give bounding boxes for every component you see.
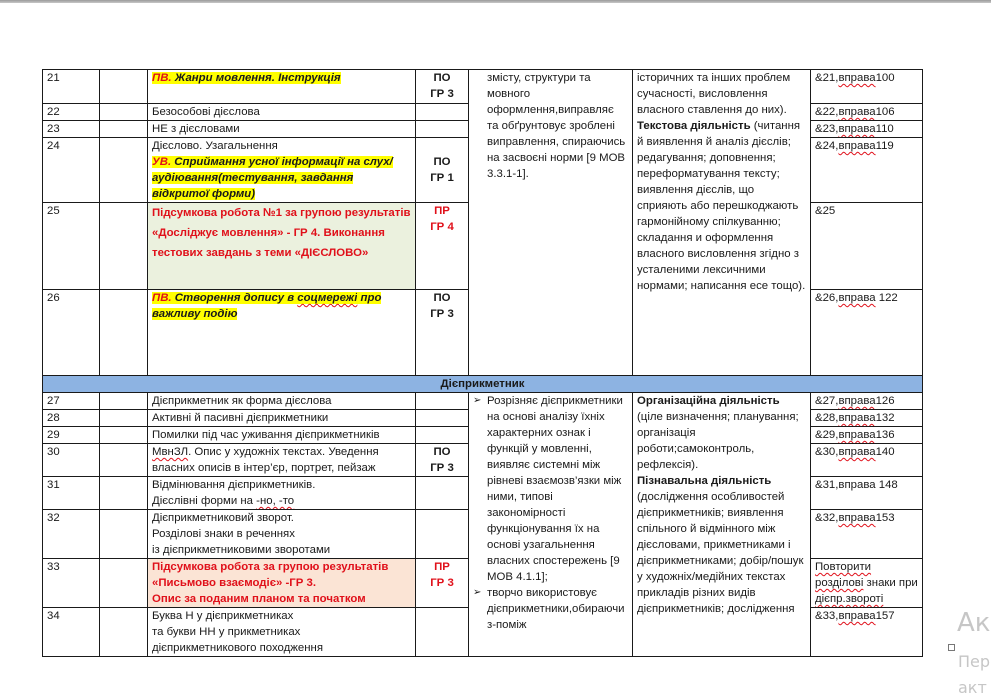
topic-text: Підсумкова робота №1 за групою результатів «Досліджує мовлення» - ГР 4. Виконання тестових завдань з теми «ДІЄСЛОВО» [152,207,411,259]
hw-num: 110 [875,123,894,135]
hw-note: розділові [815,577,864,589]
lesson-number: 26 [43,290,100,376]
type-code: ПО [433,446,451,458]
hw-num: 140 [875,446,895,458]
assessment-type [416,427,469,444]
lesson-tag: ПВ. [152,72,172,84]
topic-text: Дієприкметниковий зворот. [152,512,294,524]
date-cell [100,427,148,444]
assessment-type [416,510,469,559]
date-cell [100,393,148,410]
homework [811,444,923,477]
hw-word: вправа [838,140,876,152]
type-group: ГР 3 [430,577,454,589]
activity-text: (ціле визначення; планування; організація роботи;самоконтроль, рефлексія). [637,411,799,471]
lesson-topic [148,138,416,203]
hw-num: 122 [875,292,898,304]
hw-note: Повторити [815,561,872,573]
assessment-type [416,444,469,477]
date-cell [100,510,148,559]
topic-text: Розділові знаки в реченнях [152,528,295,540]
assessment-type [416,138,469,203]
type-code: ПО [433,292,451,304]
hw-num: 153 [875,512,895,524]
homework [811,290,923,376]
lesson-topic [148,510,416,559]
assessment-type [416,410,469,427]
expected-results [469,393,633,657]
hw-word: вправа [838,395,876,407]
type-group: ГР 3 [430,308,454,320]
activity-types [633,70,811,376]
hw-num: 119 [875,140,894,152]
topic-text: дієприкметникового походження [152,642,323,654]
date-cell [100,290,148,376]
topic-text: Підсумкова робота за групою результатів [152,561,389,573]
hw-note: знаки при [863,577,918,589]
type-code: ПР [434,205,450,217]
table-resize-handle[interactable] [948,644,955,651]
table-row [43,70,923,104]
date-cell [100,121,148,138]
homework [811,104,923,121]
lesson-topic [148,203,416,290]
activity-text: (дослідження особливостей дієприкметників; виявлення спільного й відмінного між дієсловами, прикметниками і дієприкметниками; добір/пошук у художніх/медійних текстах прикладів різних видів дієприкметників; дослідження [637,491,804,615]
topic-text: Створення допису в [174,292,298,304]
lesson-number: 24 [43,138,100,203]
lesson-number: 25 [43,203,100,290]
activation-watermark-line3: акт [958,678,987,697]
type-code: ПО [433,156,451,168]
lesson-number: 22 [43,104,100,121]
lesson-number: 31 [43,477,100,510]
assessment-type [416,104,469,121]
date-cell [100,559,148,608]
activation-watermark-line1: Ак [957,608,991,638]
activity-heading: Пізнавальна діяльність [637,475,772,487]
homework [811,427,923,444]
homework [811,510,923,559]
section-header-row [43,376,923,393]
table-row [43,393,923,410]
hw-word: вправа [838,446,876,458]
hw-ref: &21, [815,72,839,84]
topic-text: Дієслово. Узагальнення [152,140,278,152]
hw-num: 100 [875,72,895,84]
topic-text: Дієслівні форми на [152,495,257,507]
homework [811,393,923,410]
lesson-number: 33 [43,559,100,608]
hw-word: вправа [838,123,876,135]
topic-text: Сприймання усної інформації на слух/аудіювання(тестування, завдання відкритої форми) [152,156,393,200]
result-text: змісту, структури та мовного оформлення,виправляє та обґрунтовує зроблені виправлення, спираючись на засвоєні норми [9 МОВ 3.3.1-1]. [487,72,626,180]
homework [811,608,923,657]
lesson-topic [148,444,416,477]
hw-ref: &22, [815,106,839,118]
lesson-topic [148,608,416,657]
topic-text: Буква Н у дієприкметниках [152,610,294,622]
topic-text: Опис за поданим планом та початком [152,593,366,605]
date-cell [100,203,148,290]
lesson-topic [148,70,416,104]
topic-text: та букви НН у прикметниках [152,626,301,638]
lesson-plan-table [42,69,923,657]
activation-watermark-line2: Пер [958,652,991,671]
topic-text: «Письмово взаємодіє» -ГР 3. [152,577,316,589]
assessment-type [416,608,469,657]
lesson-topic [148,477,416,510]
assessment-type [416,70,469,104]
date-cell [100,104,148,121]
date-cell [100,138,148,203]
lesson-topic: Активні й пасивні дієприкметники [148,410,416,427]
date-cell [100,477,148,510]
hw-ref: &26, [815,292,839,304]
hw-word: вправа [838,292,876,304]
hw-word: вправа [838,72,876,84]
topic-text: -но, -то [256,495,295,507]
topic-text: Відмінювання дієприкметників. [152,479,316,491]
topic-text: із дієприкметниковими зворотами [152,544,331,556]
assessment-type [416,121,469,138]
lesson-number: 32 [43,510,100,559]
result-bullet: ➢ Розрізняє дієприкметники на основі аналізу їхніх характерних ознак і функцій у мовленні, виявляє системні між рівневі взаємозв’язки між ними, типові закономірності функціонування їх на основі узагальнення власних спостережень [9 МОВ 4.1.1]; [487,393,628,585]
hw-word: вправа [838,106,876,118]
assessment-type [416,559,469,608]
topic-text: соцмережі [297,292,358,304]
hw-num: 157 [875,610,895,622]
topic-text: про важливу подію [152,292,382,320]
lesson-number: 21 [43,70,100,104]
date-cell [100,410,148,427]
lesson-number: 29 [43,427,100,444]
hw-num: 106 [875,106,895,118]
lesson-number: 23 [43,121,100,138]
type-group: ГР 1 [430,172,454,184]
lesson-number: 30 [43,444,100,477]
topic-text: Жанри мовлення. Інструкція [174,72,341,84]
lesson-number: 34 [43,608,100,657]
lesson-tag: ПВ. [152,292,172,304]
hw-word: вправа [838,412,876,424]
hw-ref: &32, [815,512,839,524]
hw-num: 136 [875,429,895,441]
assessment-type [416,393,469,410]
homework [811,559,923,608]
type-group: ГР 3 [430,462,454,474]
date-cell [100,70,148,104]
activity-heading: Текстова діяльність [637,120,751,132]
topic-text: . Опис у художніх текстах. Уведення власних описів в інтер’єр, портрет, пейзаж [152,446,379,474]
expected-results [469,70,633,376]
lesson-topic: НЕ з дієсловами [148,121,416,138]
lesson-tag: УВ. [152,156,172,168]
homework: &31,вправа 148 [811,477,923,510]
type-group: ГР 4 [430,221,454,233]
homework [811,121,923,138]
lesson-topic: Помилки під час уживання дієприкметників [148,427,416,444]
homework: &25 [811,203,923,290]
type-code: ПО [433,72,451,84]
hw-ref: &23, [815,123,839,135]
homework [811,138,923,203]
activity-types [633,393,811,657]
section-title: Дієприкметник [43,376,923,393]
lesson-topic: Дієприкметник як форма дієслова [148,393,416,410]
hw-note: дієпр.звороті [815,593,884,605]
assessment-type [416,290,469,376]
hw-ref: &30, [815,446,839,458]
hw-ref: &28, [815,412,839,424]
date-cell [100,444,148,477]
hw-word: вправа [838,512,876,524]
date-cell [100,608,148,657]
lesson-topic: Безособові дієслова [148,104,416,121]
topic-text: МвнЗЛ [152,446,189,458]
lesson-topic [148,290,416,376]
lesson-number: 27 [43,393,100,410]
lesson-number: 28 [43,410,100,427]
homework [811,410,923,427]
homework [811,70,923,104]
window-top-edge [0,0,991,3]
hw-ref: &24, [815,140,839,152]
assessment-type [416,203,469,290]
activity-text: історичних та інших проблем сучасності, висловлення власного ставлення до них). [637,72,791,116]
assessment-type [416,477,469,510]
hw-ref: &29, [815,429,839,441]
hw-ref: &27, [815,395,839,407]
hw-ref: &33, [815,610,839,622]
hw-num: 132 [875,412,895,424]
activity-text: (читання й виявлення й аналіз дієслів; редагування; доповнення; переформатування тексту; виявлення дієслів, що сприяють або перешкоджають гармонійному спілкуванню; складання и оформлення власного висловлення згідно з усталеними лексичними нормами; написання есе тощо). [637,120,806,292]
activity-heading: Організаційна діяльність [637,395,780,407]
hw-num: 126 [875,395,895,407]
type-group: ГР 3 [430,88,454,100]
hw-word: вправа [838,429,876,441]
hw-word: вправа [838,610,876,622]
type-code: ПР [434,561,450,573]
lesson-topic [148,559,416,608]
result-bullet: ➢ творчо використовує дієприкметники,обираючи з-поміж [487,585,628,633]
